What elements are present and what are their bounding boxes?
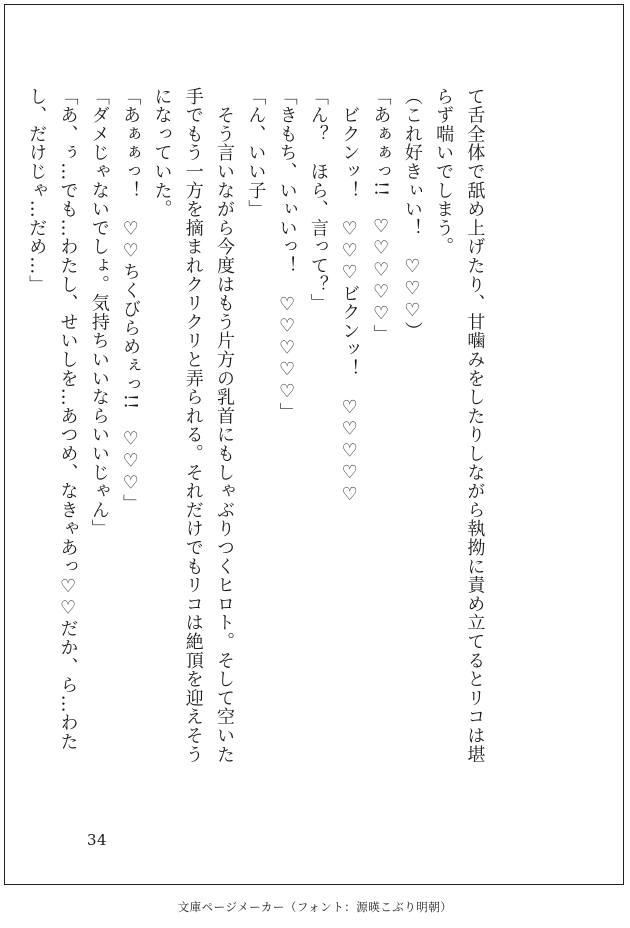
text-line: 「あ、ぅ…でも…わたし、せいしを…あつめ、なきゃあっ♡♡だか、ら…わた: [57, 87, 79, 751]
text-line: 手でもう一方を摘まれクリクリと弄られる。それだけでもリコは絶頂を迎えそう: [182, 87, 204, 764]
text-line: 「あぁぁっ！ ♡♡ちくびらめぇっ!! ♡♡♡」: [120, 87, 142, 513]
text-line: て舌全体で舐め上げたり、甘噛みをしたりしながら執拗に責め立てるとリコは堪: [464, 87, 486, 764]
text-line: ビクンッ！ ♡♡♡ビクンッ！ ♡♡♡♡♡: [339, 87, 361, 506]
text-line: 「ん？ ほら、言って？」: [307, 87, 329, 313]
text-line: し、だけじゃ…だめ…」: [26, 87, 48, 294]
text-line: 「あぁぁっ!! ♡♡♡♡♡」: [370, 87, 392, 344]
text-line: 「ん、いい子」: [245, 87, 267, 219]
text-line: になっていた。: [151, 87, 173, 219]
text-line: （これ好きぃい！ ♡♡♡）: [401, 87, 423, 341]
body-text: [0, 87, 553, 764]
page-number: 34: [87, 831, 108, 849]
text-line: らず喘いでしまう。: [433, 87, 455, 257]
text-line: そう言いながら今度はもう片方の乳首にもしゃぶりつくヒロト。そして空いた: [214, 87, 236, 764]
text-line: 「ダメじゃないでしょ。気持ちいいならいいじゃん」: [88, 87, 110, 539]
text-line: 「きもち、いぃいっ！ ♡♡♡♡♡」: [276, 87, 298, 422]
footer-caption: 文庫ページメーカー（フォント：源暎こぶり明朝）: [177, 900, 453, 914]
page-frame: [4, 4, 624, 885]
